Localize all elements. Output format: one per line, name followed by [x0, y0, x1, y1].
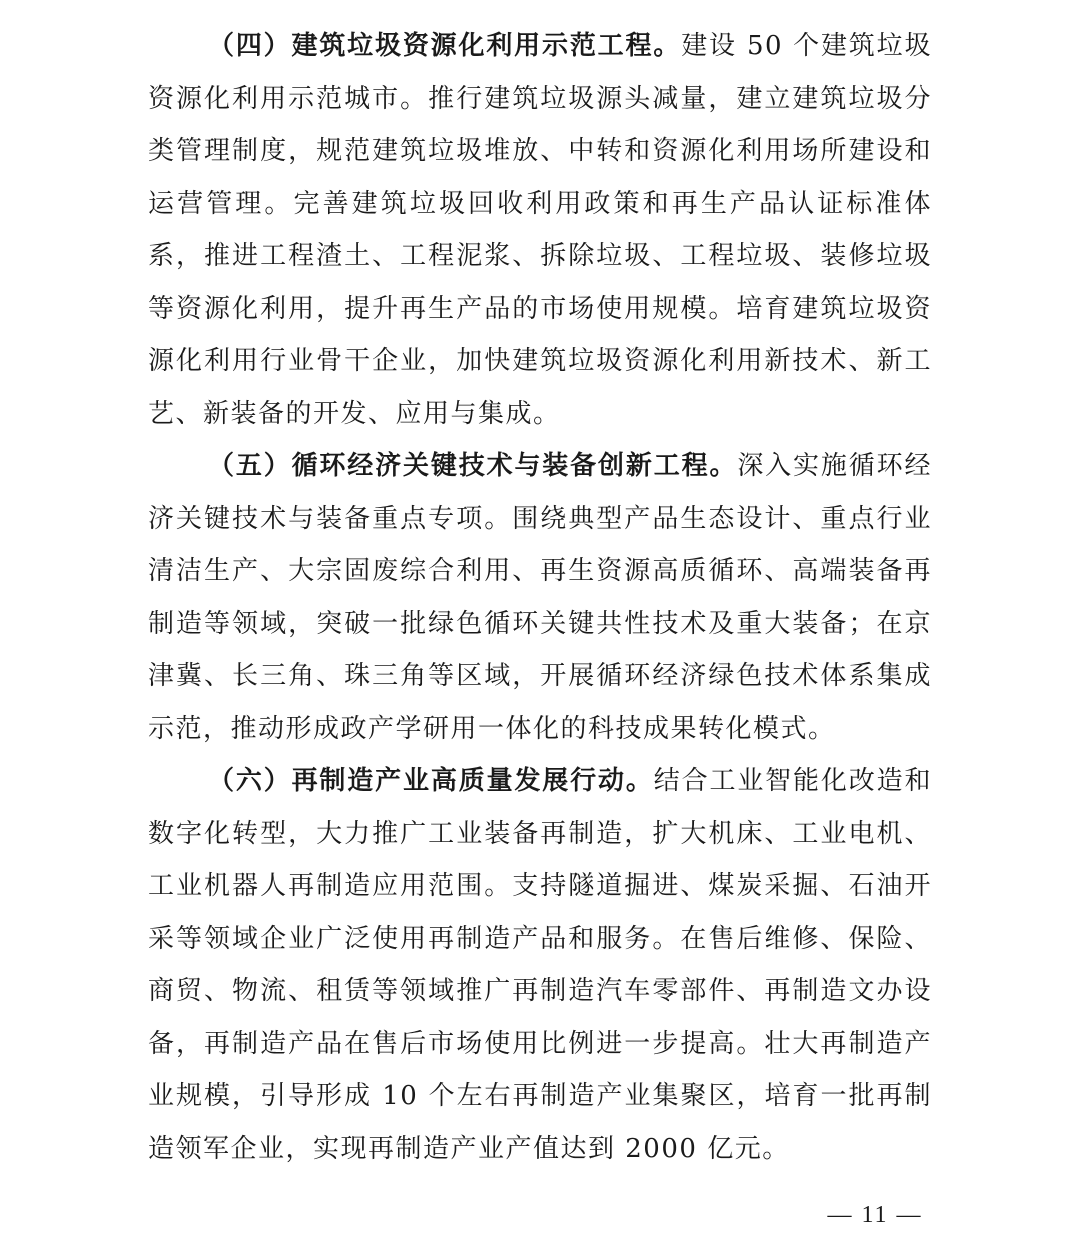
page-number: — 11 — [827, 1202, 923, 1228]
section-6-paragraph [148, 755, 932, 1175]
section-6-heading: （六）再制造产业高质量发展行动。 [208, 766, 654, 796]
section-5-paragraph [148, 440, 932, 755]
section-4-heading: （四）建筑垃圾资源化利用示范工程。 [208, 31, 682, 61]
section-5-heading: （五）循环经济关键技术与装备创新工程。 [208, 451, 738, 481]
section-4-body: 建设 50 个建筑垃圾资源化利用示范城市。推行建筑垃圾源头减量，建立建筑垃圾分类管理制度，规范建筑垃圾堆放、中转和资源化利用场所建设和运营管理。完善建筑垃圾回收利用政策和再生产品认证标准体系，推进工程渣土、工程泥浆、拆除垃圾、工程垃圾、装修垃圾等资源化利用，提升再生产品的市场使用规模。培育建筑垃圾资源化利用行业骨干企业，加快建筑垃圾资源化利用新技术、新工艺、新装备的开发、应用与集成。 [148, 31, 932, 429]
section-5-body: 深入实施循环经济关键技术与装备重点专项。围绕典型产品生态设计、重点行业清洁生产、大宗固废综合利用、再生资源高质循环、高端装备再制造等领域，突破一批绿色循环关键共性技术及重大装备；在京津冀、长三角、珠三角等区域，开展循环经济绿色技术体系集成示范，推动形成政产学研用一体化的科技成果转化模式。 [148, 451, 932, 744]
section-6-body: 结合工业智能化改造和数字化转型，大力推广工业装备再制造，扩大机床、工业电机、工业机器人再制造应用范围。支持隧道掘进、煤炭采掘、石油开采等领域企业广泛使用再制造产品和服务。在售后维修、保险、商贸、物流、租赁等领域推广再制造汽车零部件、再制造文办设备，再制造产品在售后市场使用比例进一步提高。壮大再制造产业规模，引导形成 10 个左右再制造产业集聚区，培育一批再制造领军企业，实现再制造产业产值达到 2000 亿元。 [148, 766, 932, 1164]
document-page [148, 20, 932, 1175]
section-4-paragraph [148, 20, 932, 440]
